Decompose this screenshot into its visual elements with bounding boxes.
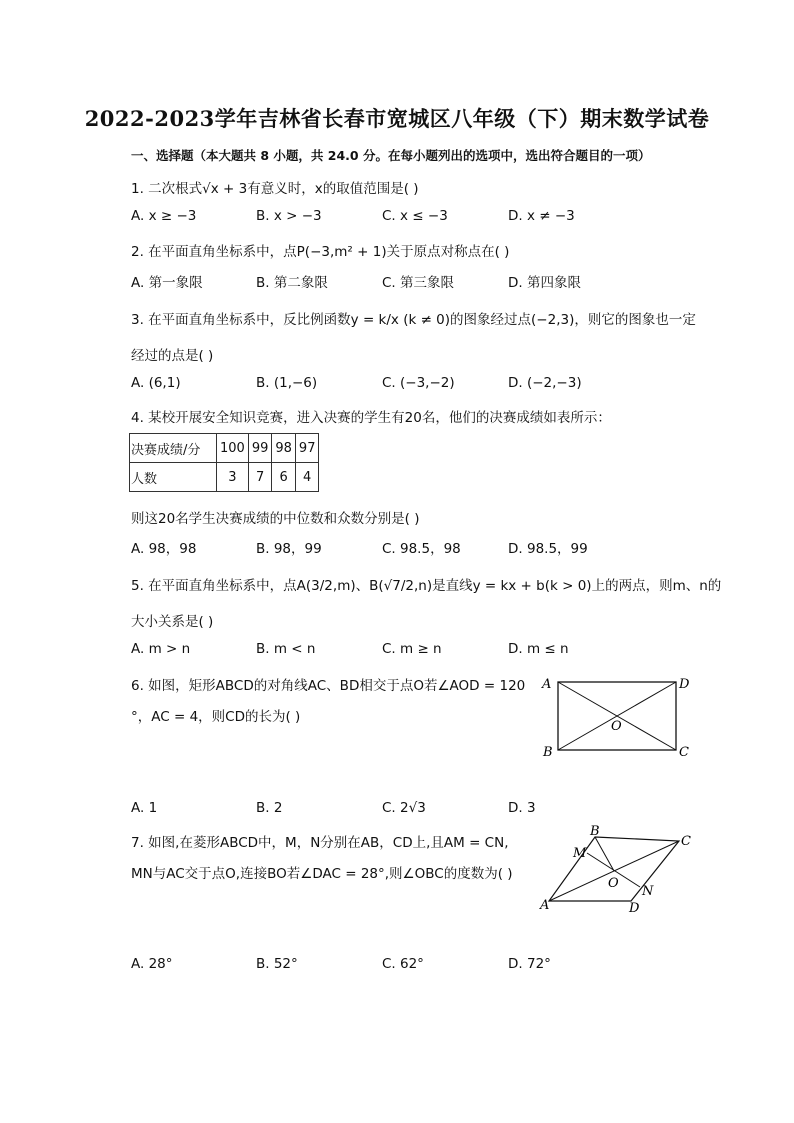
score-cell: 99 — [248, 434, 272, 463]
q3-option-a[interactable]: A. (6,1) — [131, 375, 181, 391]
count-row — [130, 463, 319, 492]
question-5-text-line-2: 大小关系是( ) — [131, 614, 214, 630]
q2-option-b[interactable]: B. 第二象限 — [256, 275, 328, 291]
q4-option-d[interactable]: D. 98.5，99 — [508, 541, 588, 557]
score-row-label: 决赛成绩/分 — [130, 434, 217, 463]
label-o: O — [611, 719, 622, 734]
q6-option-b[interactable]: B. 2 — [256, 800, 283, 816]
question-3-text-line-2: 经过的点是( ) — [131, 348, 214, 364]
question-2-text: 2. 在平面直角坐标系中，点P(−3,m² + 1)关于原点对称点在( ) — [131, 244, 510, 260]
question-7-text-line-1: 7. 如图,在菱形ABCD中，M，N分别在AB，CD上,且AM = CN, — [131, 835, 509, 851]
q7-option-d[interactable]: D. 72° — [508, 956, 551, 972]
q7-option-c[interactable]: C. 62° — [382, 956, 424, 972]
question-4-text-line-2: 则这20名学生决赛成绩的中位数和众数分别是( ) — [131, 511, 420, 527]
q6-option-d[interactable]: D. 3 — [508, 800, 536, 816]
score-cell: 100 — [217, 434, 249, 463]
q7-option-a[interactable]: A. 28° — [131, 956, 173, 972]
score-cell: 98 — [272, 434, 296, 463]
label-a: A — [542, 677, 552, 692]
q5-option-c[interactable]: C. m ≥ n — [382, 641, 442, 657]
q4-option-c[interactable]: C. 98.5，98 — [382, 541, 461, 557]
section-heading: 一、选择题（本大题共 8 小题，共 24.0 分。在每小题列出的选项中，选出符合题目的一项） — [131, 148, 651, 163]
question-3-text-line-1: 3. 在平面直角坐标系中，反比例函数y = k/x (k ≠ 0)的图象经过点(−2,3)，则它的图象也一定 — [131, 312, 696, 328]
q1-option-a[interactable]: A. x ≥ −3 — [131, 208, 197, 224]
q5-option-d[interactable]: D. m ≤ n — [508, 641, 569, 657]
count-cell: 6 — [272, 463, 296, 492]
label-d: D — [679, 677, 690, 692]
q3-option-d[interactable]: D. (−2,−3) — [508, 375, 582, 391]
rhombus-abcd — [549, 837, 679, 901]
q1-option-b[interactable]: B. x > −3 — [256, 208, 322, 224]
q3-option-b[interactable]: B. (1,−6) — [256, 375, 318, 391]
rhombus-figure — [537, 824, 697, 916]
label-d: D — [629, 901, 640, 916]
q3-option-c[interactable]: C. (−3,−2) — [382, 375, 455, 391]
q4-option-b[interactable]: B. 98，99 — [256, 541, 322, 557]
rectangle-figure — [540, 672, 700, 764]
question-5-text-line-1: 5. 在平面直角坐标系中，点A(3/2,m)、B(√7/2,n)是直线y = kx + b(k > 0)上的两点，则m、n的 — [131, 578, 722, 594]
label-c: C — [681, 834, 691, 849]
label-n: N — [642, 884, 654, 899]
score-row — [130, 434, 319, 463]
q2-option-d[interactable]: D. 第四象限 — [508, 275, 581, 291]
segment-bo — [595, 837, 614, 871]
label-c: C — [679, 745, 689, 760]
count-row-label: 人数 — [130, 463, 217, 492]
q5-option-b[interactable]: B. m < n — [256, 641, 316, 657]
label-m: M — [573, 846, 587, 861]
score-cell: 97 — [295, 434, 319, 463]
count-cell: 7 — [248, 463, 272, 492]
q7-option-b[interactable]: B. 52° — [256, 956, 298, 972]
question-7-text-line-2: MN与AC交于点O,连接BO若∠DAC = 28°,则∠OBC的度数为( ) — [131, 866, 513, 882]
question-6-text-line-1: 6. 如图，矩形ABCD的对角线AC、BD相交于点O若∠AOD = 120 — [131, 678, 526, 694]
q5-option-a[interactable]: A. m > n — [131, 641, 191, 657]
q1-option-c[interactable]: C. x ≤ −3 — [382, 208, 448, 224]
count-cell: 3 — [217, 463, 249, 492]
q1-option-d[interactable]: D. x ≠ −3 — [508, 208, 575, 224]
q6-option-a[interactable]: A. 1 — [131, 800, 158, 816]
q6-option-c[interactable]: C. 2√3 — [382, 800, 426, 816]
q4-option-a[interactable]: A. 98，98 — [131, 541, 197, 557]
label-o: O — [608, 876, 619, 891]
label-a: A — [540, 898, 550, 913]
q2-option-a[interactable]: A. 第一象限 — [131, 275, 203, 291]
label-b: B — [590, 824, 600, 839]
q2-option-c[interactable]: C. 第三象限 — [382, 275, 455, 291]
exam-title: 2022-2023学年吉林省长春市宽城区八年级（下）期末数学试卷 — [84, 106, 710, 131]
question-6-text-line-2: °，AC = 4，则CD的长为( ) — [131, 709, 301, 725]
question-1-text: 1. 二次根式√x + 3有意义时，x的取值范围是( ) — [131, 181, 419, 197]
score-table — [129, 433, 319, 492]
count-cell: 4 — [295, 463, 319, 492]
label-b: B — [543, 745, 553, 760]
question-4-text-line-1: 4. 某校开展安全知识竞赛，进入决赛的学生有20名，他们的决赛成绩如表所示： — [131, 410, 611, 426]
